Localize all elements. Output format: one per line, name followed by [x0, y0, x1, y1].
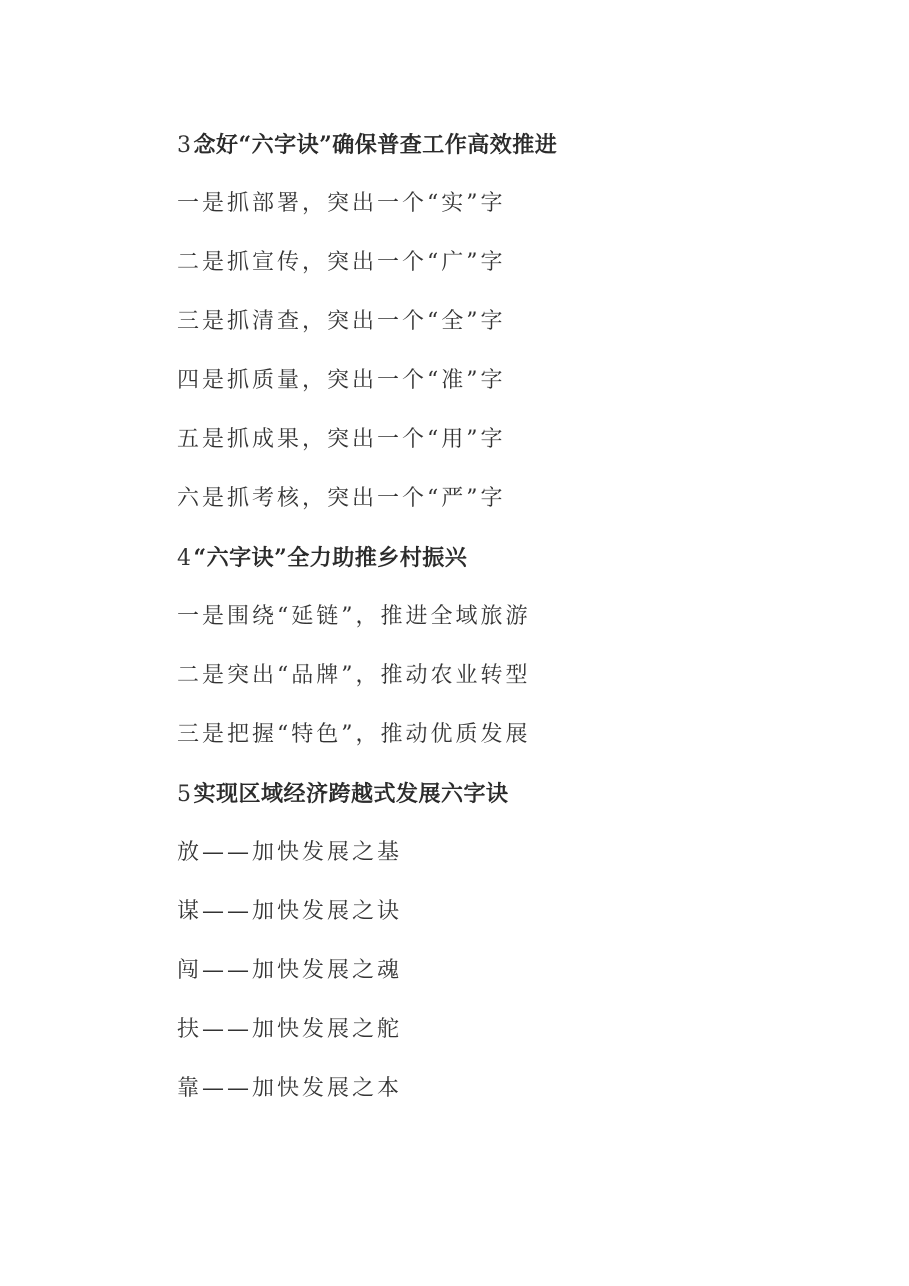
list-item: 扶——加快发展之舵 — [177, 1017, 403, 1042]
section-title: “六字诀”全力助推乡村振兴 — [193, 545, 468, 571]
section-heading — [177, 126, 857, 185]
list-item: 放——加快发展之基 — [177, 840, 403, 865]
section-heading — [177, 775, 857, 834]
list-item: 六是抓考核，突出一个“严”字 — [177, 486, 506, 511]
list-item: 二是突出“品牌”，推动农业转型 — [177, 663, 531, 688]
list-item: 三是抓清查，突出一个“全”字 — [177, 309, 506, 334]
list-item: 一是抓部署，突出一个“实”字 — [177, 191, 506, 216]
list-item: 三是把握“特色”，推动优质发展 — [177, 722, 531, 747]
list-item: 谋——加快发展之诀 — [177, 899, 403, 924]
section-number: 3 — [177, 133, 192, 158]
section-title: 实现区域经济跨越式发展六字诀 — [193, 781, 509, 807]
list-item: 靠——加快发展之本 — [177, 1076, 403, 1101]
list-item: 闯——加快发展之魂 — [177, 958, 403, 983]
document-content — [177, 126, 857, 1129]
section-number: 5 — [177, 782, 192, 807]
list-item: 一是围绕“延链”，推进全域旅游 — [177, 604, 531, 629]
list-item: 二是抓宣传，突出一个“广”字 — [177, 250, 506, 275]
list-item: 五是抓成果，突出一个“用”字 — [177, 427, 506, 452]
section-title: 念好“六字诀”确保普查工作高效推进 — [193, 132, 558, 158]
section-number: 4 — [177, 546, 192, 571]
section-heading — [177, 539, 857, 598]
list-item: 四是抓质量，突出一个“准”字 — [177, 368, 506, 393]
